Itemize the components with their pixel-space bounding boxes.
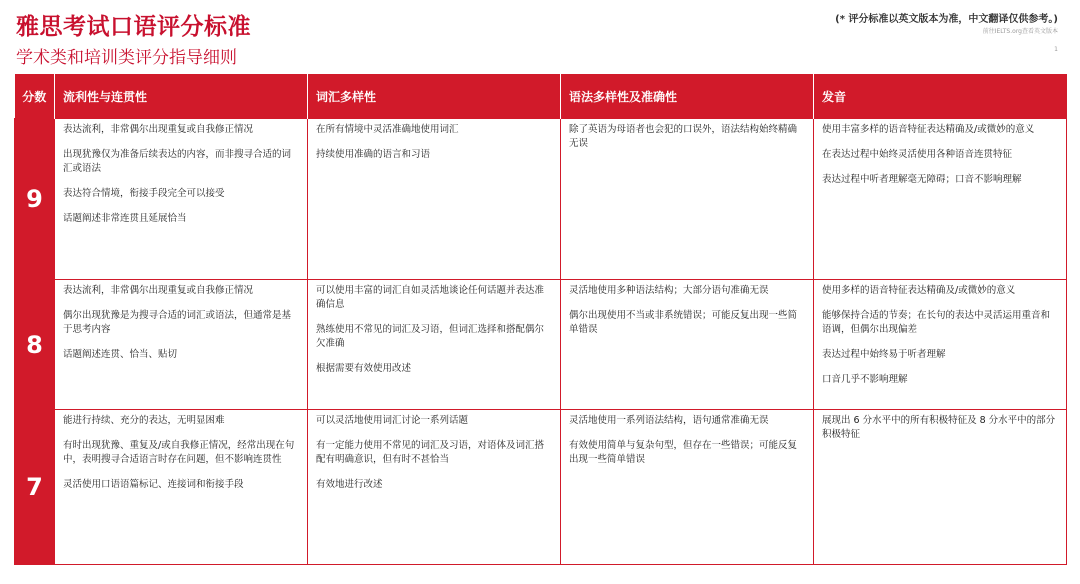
fluency-cell — [55, 410, 308, 565]
descriptor-text: 灵活地使用多种语法结构；大部分语句准确无误 — [569, 285, 769, 296]
lexical-cell — [308, 410, 561, 565]
column-header-pronunciation: 发音 — [814, 74, 1067, 119]
descriptor-text: 有效地进行改述 — [316, 479, 383, 490]
translation-note: (* 评分标准以英文版本为准，中文翻译仅供参考。) — [835, 14, 1058, 25]
descriptor-text: 能够保持合适的节奏；在长句的表达中灵活运用重音和语调，但偶尔出现偏差 — [822, 310, 1051, 335]
descriptor-text: 可以灵活地使用词汇讨论一系列话题 — [316, 415, 469, 426]
descriptor-text: 表达流利，非常偶尔出现重复或自我修正情况 — [63, 124, 254, 135]
descriptor-text: 持续使用准确的语言和习语 — [316, 149, 431, 160]
descriptor-text: 偶尔出现使用不当或非系统错误；可能反复出现一些简单错误 — [569, 310, 798, 335]
fluency-cell — [55, 119, 308, 280]
descriptor-text: 除了英语为母语者也会犯的口误外，语法结构始终精确无误 — [569, 124, 798, 149]
band-score: 7 — [15, 410, 55, 565]
descriptor-text: 话题阐述连贯、恰当、贴切 — [63, 349, 178, 360]
grammar-cell — [561, 410, 814, 565]
column-header-score: 分数 — [15, 74, 55, 119]
fluency-cell — [55, 280, 308, 410]
descriptor-text: 表达过程中始终易于听者理解 — [822, 349, 946, 360]
grammar-cell — [561, 119, 814, 280]
descriptor-text: 出现犹豫仅为准备后续表达的内容，而非搜寻合适的词汇或语法 — [63, 149, 292, 174]
descriptor-text: 表达流利，非常偶尔出现重复或自我修正情况 — [63, 285, 254, 296]
descriptor-text: 话题阐述非常连贯且延展恰当 — [63, 213, 187, 224]
descriptor-text: 根据需要有效使用改述 — [316, 363, 412, 374]
pronunciation-cell — [814, 280, 1067, 410]
column-header-fluency: 流利性与连贯性 — [55, 74, 308, 119]
page-subtitle: 学术类和培训类评分指导细则 — [16, 48, 237, 68]
descriptor-text: 能进行持续、充分的表达，无明显困难 — [63, 415, 225, 426]
table-row — [15, 280, 1067, 410]
column-header-grammar: 语法多样性及准确性 — [561, 74, 814, 119]
descriptor-text: 可以使用丰富的词汇自如灵活地谈论任何话题并表达准确信息 — [316, 285, 545, 310]
descriptor-text: 有时出现犹豫、重复及/或自我修正情况，经常出现在句中，表明搜寻合适语言时存在问题，但不影响连贯性 — [63, 440, 295, 465]
descriptor-text: 偶尔出现犹豫是为搜寻合适的词汇或语法，但通常是基于思考内容 — [63, 310, 292, 335]
scoring-table — [14, 74, 1067, 565]
descriptor-text: 使用丰富多样的语音特征表达精确及/或微妙的意义 — [822, 124, 1035, 135]
descriptor-text: 灵活地使用一系列语法结构，语句通常准确无误 — [569, 415, 769, 426]
descriptor-text: 表达符合情境，衔接手段完全可以接受 — [63, 188, 225, 199]
table-row — [15, 410, 1067, 565]
descriptor-text: 灵活使用口语语篇标记、连接词和衔接手段 — [63, 479, 244, 490]
page-number: 1 — [1054, 46, 1058, 53]
descriptor-text: 有效使用简单与复杂句型，但存在一些错误；可能反复出现一些简单错误 — [569, 440, 798, 465]
grammar-cell — [561, 280, 814, 410]
lexical-cell — [308, 280, 561, 410]
descriptor-text: 在所有情境中灵活准确地使用词汇 — [316, 124, 459, 135]
pronunciation-cell — [814, 119, 1067, 280]
english-version-link[interactable]: 前往IELTS.org查看英文版本 — [982, 28, 1058, 35]
column-header-lexical: 词汇多样性 — [308, 74, 561, 119]
band-score: 8 — [15, 280, 55, 410]
band-score: 9 — [15, 119, 55, 280]
descriptor-text: 展现出 6 分水平中的所有积极特征及 8 分水平中的部分积极特征 — [822, 415, 1056, 440]
table-row — [15, 119, 1067, 280]
descriptor-text: 熟练使用不常见的词汇及习语，但词汇选择和搭配偶尔欠准确 — [316, 324, 545, 349]
pronunciation-cell — [814, 410, 1067, 565]
descriptor-text: 有一定能力使用不常见的词汇及习语，对语体及词汇搭配有明确意识，但有时不甚恰当 — [316, 440, 545, 465]
page-title: 雅思考试口语评分标准 — [16, 14, 251, 40]
descriptor-text: 口音几乎不影响理解 — [822, 374, 908, 385]
descriptor-text: 表达过程中听者理解毫无障碍；口音不影响理解 — [822, 174, 1022, 185]
descriptor-text: 使用多样的语音特征表达精确及/或微妙的意义 — [822, 285, 1016, 296]
descriptor-text: 在表达过程中始终灵活使用各种语音连贯特征 — [822, 149, 1013, 160]
table-header-row — [15, 74, 1067, 119]
lexical-cell — [308, 119, 561, 280]
